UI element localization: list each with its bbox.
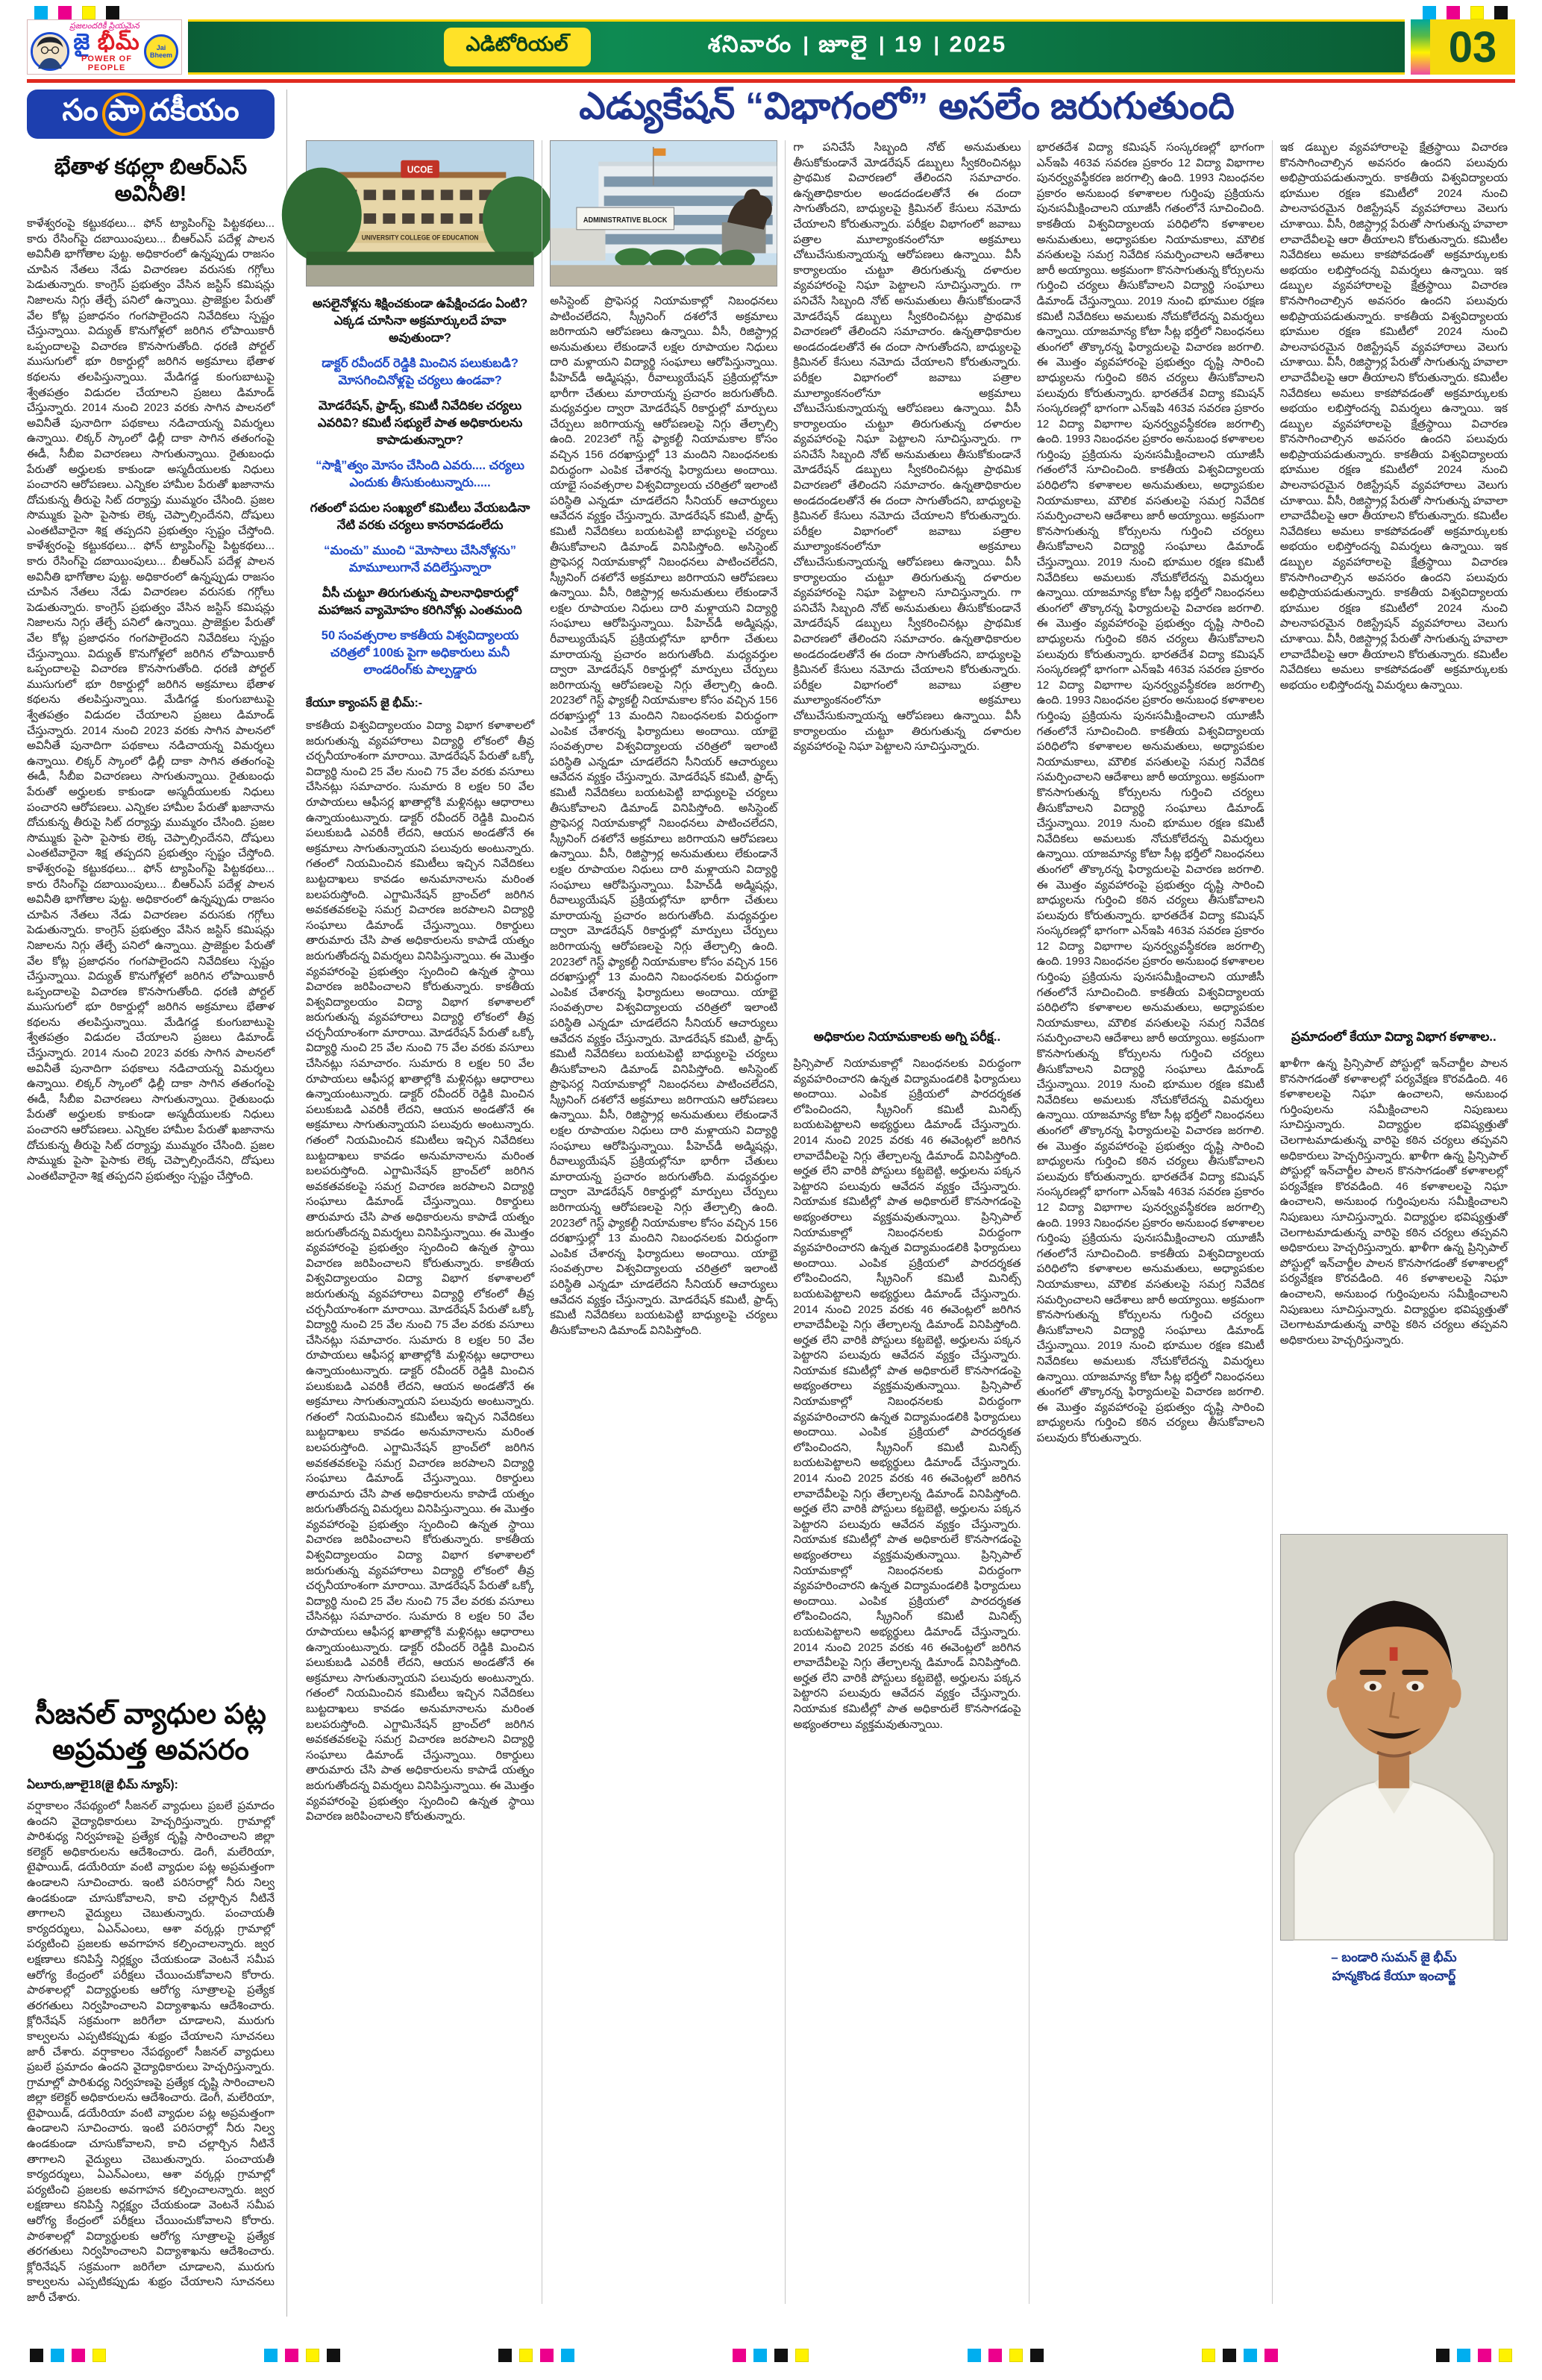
registration-mark-magenta-icon [1447,6,1460,19]
registration-group [30,2349,106,2362]
registration-mark-yellow-icon [1202,2349,1215,2362]
column-body: భారతదేశ విద్యా కమిషన్ సంస్కరణల్లో భాగంగా ఎన్ఇపి 463వ సవరణ ప్రకారం 12 విద్యా విభాగాల పునర్వ్యవస్థీకరణ జరగాల్సి ఉంది. 1993 నిబంధనల ప్రకారం అనుబంధ కళాశాలల గుర్తింపు ప్రక్రియను పునఃసమీక్షించాలని యూజీసీ గతంలోనే సూచించింది. కాకతీయ విశ్వవిద్యాలయ పరిధిలోని కళాశాలల అనుమతులు, అధ్యాపకుల నియామకాలు, మౌలిక వసతులపై సమగ్ర నివేదిక సమర్పించాలని ఆదేశాలు జారీ అయ్యాయి. అక్రమంగా కొనసాగుతున్న కోర్సులను గుర్తించి చర్యలు తీసుకోవాలని విద్యార్థి సంఘాలు డిమాండ్ చేస్తున్నాయి. 2019 నుంచి భూముల రక్షణ కమిటీ నివేదికలు అమలుకు నోచుకోలేదన్న విమర్శలు ఉన్నాయి. యాజమాన్య కోటా సీట్ల భర్తీలో నిబంధనలు తుంగలో తొక్కారన్న ఫిర్యాదులపై విచారణ జరగాలి. ఈ మొత్తం వ్యవహారంపై ప్రభుత్వం దృష్టి సారించి బాధ్యులను గుర్తించి కఠిన చర్యలు తీసుకోవాలని పలువురు కోరుతున్నారు. భారతదేశ విద్యా కమిషన్ సంస్కరణల్లో భాగంగా ఎన్ఇపి 463వ సవరణ ప్రకారం 12 విద్యా విభాగాల పునర్వ్యవస్థీకరణ జరగాల్సి ఉంది. 1993 నిబంధనల ప్రకారం అనుబంధ కళాశాలల గుర్తింపు ప్రక్రియను పునఃసమీక్షించాలని యూజీసీ గతంలోనే సూచించింది. కాకతీయ విశ్వవిద్యాలయ పరిధిలోని కళాశాలల అనుమతులు, అధ్యాపకుల నియామకాలు, మౌలిక వసతులపై సమగ్ర నివేదిక సమర్పించాలని ఆదేశాలు జారీ అయ్యాయి. అక్రమంగా కొనసాగుతున్న కోర్సులను గుర్తించి చర్యలు తీసుకోవాలని విద్యార్థి సంఘాలు డిమాండ్ చేస్తున్నాయి. 2019 నుంచి భూముల రక్షణ కమిటీ నివేదికలు అమలుకు నోచుకోలేదన్న విమర్శలు ఉన్నాయి. యాజమాన్య కోటా సీట్ల భర్తీలో నిబంధనలు తుంగలో తొక్కారన్న ఫిర్యాదులపై విచారణ జరగాలి. ఈ మొత్తం వ్యవహారంపై ప్రభుత్వం దృష్టి సారించి బాధ్యులను గుర్తించి కఠిన చర్యలు తీసుకోవాలని పలువురు కోరుతున్నారు. భారతదేశ విద్యా కమిషన్ సంస్కరణల్లో భాగంగా ఎన్ఇపి 463వ సవరణ ప్రకారం 12 విద్యా విభాగాల పునర్వ్యవస్థీకరణ జరగాల్సి ఉంది. 1993 నిబంధనల ప్రకారం అనుబంధ కళాశాలల గుర్తింపు ప్రక్రియను పునఃసమీక్షించాలని యూజీసీ గతంలోనే సూచించింది. కాకతీయ విశ్వవిద్యాలయ పరిధిలోని కళాశాలల అనుమతులు, అధ్యాపకుల నియామకాలు, మౌలిక వసతులపై సమగ్ర నివేదిక సమర్పించాలని ఆదేశాలు జారీ అయ్యాయి. అక్రమంగా కొనసాగుతున్న కోర్సులను గుర్తించి చర్యలు తీసుకోవాలని విద్యార్థి సంఘాలు డిమాండ్ చేస్తున్నాయి. 2019 నుంచి భూముల రక్షణ కమిటీ నివేదికలు అమలుకు నోచుకోలేదన్న విమర్శలు ఉన్నాయి. యాజమాన్య కోటా సీట్ల భర్తీలో నిబంధనలు తుంగలో తొక్కారన్న ఫిర్యాదులపై విచారణ జరగాలి. ఈ మొత్తం వ్యవహారంపై ప్రభుత్వం దృష్టి సారించి బాధ్యులను గుర్తించి కఠిన చర్యలు తీసుకోవాలని పలువురు కోరుతున్నారు. భారతదేశ విద్యా కమిషన్ సంస్కరణల్లో భాగంగా ఎన్ఇపి 463వ సవరణ ప్రకారం 12 విద్యా విభాగాల పునర్వ్యవస్థీకరణ జరగాల్సి ఉంది. 1993 నిబంధనల ప్రకారం అనుబంధ కళాశాలల గుర్తింపు ప్రక్రియను పునఃసమీక్షించాలని యూజీసీ గతంలోనే సూచించింది. కాకతీయ విశ్వవిద్యాలయ పరిధిలోని కళాశాలల అనుమతులు, అధ్యాపకుల నియామకాలు, మౌలిక వసతులపై సమగ్ర నివేదిక సమర్పించాలని ఆదేశాలు జారీ అయ్యాయి. అక్రమంగా కొనసాగుతున్న కోర్సులను గుర్తించి చర్యలు తీసుకోవాలని విద్యార్థి సంఘాలు డిమాండ్ చేస్తున్నాయి. 2019 నుంచి భూముల రక్షణ కమిటీ నివేదికలు అమలుకు నోచుకోలేదన్న విమర్శలు ఉన్నాయి. యాజమాన్య కోటా సీట్ల భర్తీలో నిబంధనలు తుంగలో తొక్కారన్న ఫిర్యాదులపై విచారణ జరగాలి. ఈ మొత్తం వ్యవహారంపై ప్రభుత్వం దృష్టి సారించి బాధ్యులను గుర్తించి కఠిన చర్యలు తీసుకోవాలని పలువురు కోరుతున్నారు. భారతదేశ విద్యా కమిషన్ సంస్కరణల్లో భాగంగా ఎన్ఇపి 463వ సవరణ ప్రకారం 12 విద్యా విభాగాల పునర్వ్యవస్థీకరణ జరగాల్సి ఉంది. 1993 నిబంధనల ప్రకారం అనుబంధ కళాశాలల గుర్తింపు ప్రక్రియను పునఃసమీక్షించాలని యూజీసీ గతంలోనే సూచించింది. కాకతీయ విశ్వవిద్యాలయ పరిధిలోని కళాశాలల అనుమతులు, అధ్యాపకుల నియామకాలు, మౌలిక వసతులపై సమగ్ర నివేదిక సమర్పించాలని ఆదేశాలు జారీ అయ్యాయి. అక్రమంగా కొనసాగుతున్న కోర్సులను గుర్తించి చర్యలు తీసుకోవాలని విద్యార్థి సంఘాలు డిమాండ్ చేస్తున్నాయి. 2019 నుంచి భూముల రక్షణ కమిటీ నివేదికలు అమలుకు నోచుకోలేదన్న విమర్శలు ఉన్నాయి. యాజమాన్య కోటా సీట్ల భర్తీలో నిబంధనలు తుంగలో తొక్కారన్న ఫిర్యాదులపై విచారణ జరగాలి. ఈ మొత్తం వ్యవహారంపై ప్రభుత్వం దృష్టి సారించి బాధ్యులను గుర్తించి కఠిన చర్యలు తీసుకోవాలని పలువురు కోరుతున్నారు. [1036,141,1264,1444]
registration-mark-yellow-icon [519,2349,533,2362]
intro-line: “సాక్షి”త్వం మోసం చేసింది ఎవరు.... చర్యలు ఎందుకు తీసుకుంటున్నారు..... [316,459,524,489]
page-number: 03 [1430,19,1515,75]
main-story [298,84,1515,2314]
page-header [27,19,1515,75]
registration-mark-black-icon [106,6,119,19]
registration-mark-yellow-icon [82,6,95,19]
author-photo [1280,1534,1508,1941]
edition-label: ఎడిటోరియల్ [444,28,591,66]
editorial-article2-dateline: ఏలూరు,జూలై18(జై భీమ్ న్యూస్): [27,1779,178,1791]
page-number-block [1411,19,1515,75]
registration-marks-top-left [34,6,119,19]
registration-group [264,2349,340,2362]
admin-block-photo [550,140,777,286]
date-line: శనివారం । జూలై । 19 । 2025 [707,31,1007,57]
founder-portrait-icon [31,32,69,71]
registration-mark-black-icon [327,2349,340,2362]
registration-mark-yellow-icon [1499,2349,1512,2362]
intro-line: వీసీ చుట్టూ తిరుగుతున్న పాలనాధికారుల్లో మహాజన వ్యామోహం కరిగినోళ్లు ఎంతమంది [318,586,522,617]
registration-mark-cyan-icon [264,2349,278,2362]
section-title-part3: దకీయం [148,93,239,127]
editorial-article1-body: కాళేశ్వరంపై కట్టుకథలు... ఫోన్ ట్యాపింగ్‌పై పిట్టకథలు... కారు రేసింగ్‌పై దబాయింపులు... బీఆర్ఎస్ పదేళ్ల పాలన అవినీతి భాగోతాల పుట్ట. అధికారంలో ఉన్నప్పుడు రాజసం చూపిన నేతలు నేడు విచారణల వరుసకు గగ్గోలు పెడుతున్నారు. కాంగ్రెస్ ప్రభుత్వం వేసిన జస్టిస్ కమిషన్లు నిజాలను నిగ్గు తేల్చే పనిలో ఉన్నాయి. ప్రాజెక్టుల పేరుతో వేల కోట్ల ప్రజాధనం గంగపాలైందని నివేదికలు స్పష్టం చేస్తున్నాయి. విద్యుత్ కొనుగోళ్లలో జరిగిన లోపాయికారీ ఒప్పందాలపై విచారణ కొనసాగుతోంది. ధరణి పోర్టల్ ముసుగులో భూ రికార్డుల్లో జరిగిన అక్రమాలు భేతాళ కథలను తలపిస్తున్నాయి. మేడిగడ్డ కుంగుబాటుపై శ్వేతపత్రం విడుదల చేయాలని ప్రజలు డిమాండ్ చేస్తున్నారు. 2014 నుంచి 2023 వరకు సాగిన పాలనలో అవినీతే పునాదిగా పథకాలు నడిచాయన్న విమర్శలు ఉన్నాయి. లిక్కర్ స్కాంలో ఢిల్లీ దాకా సాగిన తతంగంపై ఈడీ, సీబీఐ విచారణలు సాగుతున్నాయి. రైతుబంధు పేరుతో అర్హులకు కాకుండా అస్మదీయులకు నిధులు పంచారని ఆరోపణలు. ఎన్నికల హామీల పేరుతో ఖజానాను దోచుకున్న తీరుపై సిట్ దర్యాప్తు ముమ్మరం చేసింది. ప్రజల సొమ్ముకు పైసా పైసాకు లెక్క చెప్పాల్సిందేనని, దోషులు ఎంతటివారైనా శిక్ష తప్పదని ప్రభుత్వం స్పష్టం చేస్తోంది. కాళేశ్వరంపై కట్టుకథలు... ఫోన్ ట్యాపింగ్‌పై పిట్టకథలు... కారు రేసింగ్‌పై దబాయింపులు... బీఆర్ఎస్ పదేళ్ల పాలన అవినీతి భాగోతాల పుట్ట. అధికారంలో ఉన్నప్పుడు రాజసం చూపిన నేతలు నేడు విచారణల వరుసకు గగ్గోలు పెడుతున్నారు. కాంగ్రెస్ ప్రభుత్వం వేసిన జస్టిస్ కమిషన్లు నిజాలను నిగ్గు తేల్చే పనిలో ఉన్నాయి. ప్రాజెక్టుల పేరుతో వేల కోట్ల ప్రజాధనం గంగపాలైందని నివేదికలు స్పష్టం చేస్తున్నాయి. విద్యుత్ కొనుగోళ్లలో జరిగిన లోపాయికారీ ఒప్పందాలపై విచారణ కొనసాగుతోంది. ధరణి పోర్టల్ ముసుగులో భూ రికార్డుల్లో జరిగిన అక్రమాలు భేతాళ కథలను తలపిస్తున్నాయి. మేడిగడ్డ కుంగుబాటుపై శ్వేతపత్రం విడుదల చేయాలని ప్రజలు డిమాండ్ చేస్తున్నారు. 2014 నుంచి 2023 వరకు సాగిన పాలనలో అవినీతే పునాదిగా పథకాలు నడిచాయన్న విమర్శలు ఉన్నాయి. లిక్కర్ స్కాంలో ఢిల్లీ దాకా సాగిన తతంగంపై ఈడీ, సీబీఐ విచారణలు సాగుతున్నాయి. రైతుబంధు పేరుతో అర్హులకు కాకుండా అస్మదీయులకు నిధులు పంచారని ఆరోపణలు. ఎన్నికల హామీల పేరుతో ఖజానాను దోచుకున్న తీరుపై సిట్ దర్యాప్తు ముమ్మరం చేసింది. ప్రజల సొమ్ముకు పైసా పైసాకు లెక్క చెప్పాల్సిందేనని, దోషులు ఎంతటివారైనా శిక్ష తప్పదని ప్రభుత్వం స్పష్టం చేస్తోంది. కాళేశ్వరంపై కట్టుకథలు... ఫోన్ ట్యాపింగ్‌పై పిట్టకథలు... కారు రేసింగ్‌పై దబాయింపులు... బీఆర్ఎస్ పదేళ్ల పాలన అవినీతి భాగోతాల పుట్ట. అధికారంలో ఉన్నప్పుడు రాజసం చూపిన నేతలు నేడు విచారణల వరుసకు గగ్గోలు పెడుతున్నారు. కాంగ్రెస్ ప్రభుత్వం వేసిన జస్టిస్ కమిషన్లు నిజాలను నిగ్గు తేల్చే పనిలో ఉన్నాయి. ప్రాజెక్టుల పేరుతో వేల కోట్ల ప్రజాధనం గంగపాలైందని నివేదికలు స్పష్టం చేస్తున్నాయి. విద్యుత్ కొనుగోళ్లలో జరిగిన లోపాయికారీ ఒప్పందాలపై విచారణ కొనసాగుతోంది. ధరణి పోర్టల్ ముసుగులో భూ రికార్డుల్లో జరిగిన అక్రమాలు భేతాళ కథలను తలపిస్తున్నాయి. మేడిగడ్డ కుంగుబాటుపై శ్వేతపత్రం విడుదల చేయాలని ప్రజలు డిమాండ్ చేస్తున్నారు. 2014 నుంచి 2023 వరకు సాగిన పాలనలో అవినీతే పునాదిగా పథకాలు నడిచాయన్న విమర్శలు ఉన్నాయి. లిక్కర్ స్కాంలో ఢిల్లీ దాకా సాగిన తతంగంపై ఈడీ, సీబీఐ విచారణలు సాగుతున్నాయి. రైతుబంధు పేరుతో అర్హులకు కాకుండా అస్మదీయులకు నిధులు పంచారని ఆరోపణలు. ఎన్నికల హామీల పేరుతో ఖజానాను దోచుకున్న తీరుపై సిట్ దర్యాప్తు ముమ్మరం చేసింది. ప్రజల సొమ్ముకు పైసా పైసాకు లెక్క చెప్పాల్సిందేనని, దోషులు ఎంతటివారైనా శిక్ష తప్పదని ప్రభుత్వం స్పష్టం చేస్తోంది. [27,217,275,1183]
registration-marks-top-right [1423,6,1508,19]
admin-sign-text: ADMINISTRATIVE BLOCK [583,216,668,225]
story-column-4 [1029,140,1272,2304]
masthead-topline: ప్రజలందరికీ ప్రియమైన [69,22,140,31]
college-sign-text: UCOE [407,164,433,175]
registration-group [1202,2349,1278,2362]
registration-marks-bottom [30,2349,1512,2362]
registration-mark-black-icon [1223,2349,1236,2362]
registration-mark-magenta-icon [72,2349,85,2362]
masthead-title-part2: భీమ్ [97,30,140,54]
column-body: గా పనిచేసే సిబ్బంది నోట్ అనుమతులు తీసుకోకుండానే మోడరేషన్ డబ్బులు స్వీకరించినట్లు ప్రాథమిక విచారణలో తేలిందని సమాచారం. ఉన్నతాధికారుల అండదండలతోనే ఈ దందా సాగుతోందని, బాధ్యులపై క్రిమినల్ కేసులు నమోదు చేయాలని కోరుతున్నారు. పరీక్షల విభాగంలో జవాబు పత్రాల మూల్యాంకనంలోనూ అక్రమాలు చోటుచేసుకున్నాయన్న ఆరోపణలు ఉన్నాయి. వీసీ కార్యాలయం చుట్టూ తిరుగుతున్న దళారుల వ్యవహారంపై నిఘా పెట్టాలని సూచిస్తున్నారు. గా పనిచేసే సిబ్బంది నోట్ అనుమతులు తీసుకోకుండానే మోడరేషన్ డబ్బులు స్వీకరించినట్లు ప్రాథమిక విచారణలో తేలిందని సమాచారం. ఉన్నతాధికారుల అండదండలతోనే ఈ దందా సాగుతోందని, బాధ్యులపై క్రిమినల్ కేసులు నమోదు చేయాలని కోరుతున్నారు. పరీక్షల విభాగంలో జవాబు పత్రాల మూల్యాంకనంలోనూ అక్రమాలు చోటుచేసుకున్నాయన్న ఆరోపణలు ఉన్నాయి. వీసీ కార్యాలయం చుట్టూ తిరుగుతున్న దళారుల వ్యవహారంపై నిఘా పెట్టాలని సూచిస్తున్నారు. గా పనిచేసే సిబ్బంది నోట్ అనుమతులు తీసుకోకుండానే మోడరేషన్ డబ్బులు స్వీకరించినట్లు ప్రాథమిక విచారణలో తేలిందని సమాచారం. ఉన్నతాధికారుల అండదండలతోనే ఈ దందా సాగుతోందని, బాధ్యులపై క్రిమినల్ కేసులు నమోదు చేయాలని కోరుతున్నారు. పరీక్షల విభాగంలో జవాబు పత్రాల మూల్యాంకనంలోనూ అక్రమాలు చోటుచేసుకున్నాయన్న ఆరోపణలు ఉన్నాయి. వీసీ కార్యాలయం చుట్టూ తిరుగుతున్న దళారుల వ్యవహారంపై నిఘా పెట్టాలని సూచిస్తున్నారు. గా పనిచేసే సిబ్బంది నోట్ అనుమతులు తీసుకోకుండానే మోడరేషన్ డబ్బులు స్వీకరించినట్లు ప్రాథమిక విచారణలో తేలిందని సమాచారం. ఉన్నతాధికారుల అండదండలతోనే ఈ దందా సాగుతోందని, బాధ్యులపై క్రిమినల్ కేసులు నమోదు చేయాలని కోరుతున్నారు. పరీక్షల విభాగంలో జవాబు పత్రాల మూల్యాంకనంలోనూ అక్రమాలు చోటుచేసుకున్నాయన్న ఆరోపణలు ఉన్నాయి. వీసీ కార్యాలయం చుట్టూ తిరుగుతున్న దళారుల వ్యవహారంపై నిఘా పెట్టాలని సూచిస్తున్నారు. [793,141,1021,754]
column-body: ప్రిన్సిపాల్ నియామకాల్లో నిబంధనలకు విరుద్ధంగా వ్యవహరించారని ఉన్నత విద్యామండలికి ఫిర్యాదులు అందాయి. ఎంపిక ప్రక్రియలో పారదర్శకత లోపించిందని, స్క్రీనింగ్ కమిటీ మినిట్స్ బయటపెట్టాలని అభ్యర్థులు డిమాండ్ చేస్తున్నారు. 2014 నుంచి 2025 వరకు 46 ఈవెంట్లలో జరిగిన లావాదేవీలపై నిగ్గు తేల్చాలన్న డిమాండ్ వినిపిస్తోంది. అర్హత లేని వారికి పోస్టులు కట్టబెట్టి, అర్హులను పక్కన పెట్టారని పలువురు ఆవేదన వ్యక్తం చేస్తున్నారు. నియామక కమిటీల్లో పాత అధికారులే కొనసాగడంపై అభ్యంతరాలు వ్యక్తమవుతున్నాయి. ప్రిన్సిపాల్ నియామకాల్లో నిబంధనలకు విరుద్ధంగా వ్యవహరించారని ఉన్నత విద్యామండలికి ఫిర్యాదులు అందాయి. ఎంపిక ప్రక్రియలో పారదర్శకత లోపించిందని, స్క్రీనింగ్ కమిటీ మినిట్స్ బయటపెట్టాలని అభ్యర్థులు డిమాండ్ చేస్తున్నారు. 2014 నుంచి 2025 వరకు 46 ఈవెంట్లలో జరిగిన లావాదేవీలపై నిగ్గు తేల్చాలన్న డిమాండ్ వినిపిస్తోంది. అర్హత లేని వారికి పోస్టులు కట్టబెట్టి, అర్హులను పక్కన పెట్టారని పలువురు ఆవేదన వ్యక్తం చేస్తున్నారు. నియామక కమిటీల్లో పాత అధికారులే కొనసాగడంపై అభ్యంతరాలు వ్యక్తమవుతున్నాయి. ప్రిన్సిపాల్ నియామకాల్లో నిబంధనలకు విరుద్ధంగా వ్యవహరించారని ఉన్నత విద్యామండలికి ఫిర్యాదులు అందాయి. ఎంపిక ప్రక్రియలో పారదర్శకత లోపించిందని, స్క్రీనింగ్ కమిటీ మినిట్స్ బయటపెట్టాలని అభ్యర్థులు డిమాండ్ చేస్తున్నారు. 2014 నుంచి 2025 వరకు 46 ఈవెంట్లలో జరిగిన లావాదేవీలపై నిగ్గు తేల్చాలన్న డిమాండ్ వినిపిస్తోంది. అర్హత లేని వారికి పోస్టులు కట్టబెట్టి, అర్హులను పక్కన పెట్టారని పలువురు ఆవేదన వ్యక్తం చేస్తున్నారు. నియామక కమిటీల్లో పాత అధికారులే కొనసాగడంపై అభ్యంతరాలు వ్యక్తమవుతున్నాయి. ప్రిన్సిపాల్ నియామకాల్లో నిబంధనలకు విరుద్ధంగా వ్యవహరించారని ఉన్నత విద్యామండలికి ఫిర్యాదులు అందాయి. ఎంపిక ప్రక్రియలో పారదర్శకత లోపించిందని, స్క్రీనింగ్ కమిటీ మినిట్స్ బయటపెట్టాలని అభ్యర్థులు డిమాండ్ చేస్తున్నారు. 2014 నుంచి 2025 వరకు 46 ఈవెంట్లలో జరిగిన లావాదేవీలపై నిగ్గు తేల్చాలన్న డిమాండ్ వినిపిస్తోంది. అర్హత లేని వారికి పోస్టులు కట్టబెట్టి, అర్హులను పక్కన పెట్టారని పలువురు ఆవేదన వ్యక్తం చేస్తున్నారు. నియామక కమిటీల్లో పాత అధికారులే కొనసాగడంపై అభ్యంతరాలు వ్యక్తమవుతున్నాయి. [793,1057,1021,1731]
column-body: కాకతీయ విశ్వవిద్యాలయం విద్యా విభాగ కళాశాలలో జరుగుతున్న వ్యవహారాలు విద్యార్థి లోకంలో తీవ్ర చర్చనీయాంశంగా మారాయి. మోడరేషన్ పేరుతో ఒక్కో విద్యార్థి నుంచి 25 వేల నుంచి 75 వేల వరకు వసూలు చేసినట్లు సమాచారం. సుమారు 8 లక్షల 50 వేల రూపాయలు ఆఫీసర్ల ఖాతాల్లోకి మళ్లినట్లు ఆధారాలు ఉన్నాయంటున్నారు. డాక్టర్ రవీందర్ రెడ్డికి మించిన పలుకుబడి ఎవరికీ లేదని, ఆయన అండతోనే ఈ అక్రమాలు సాగుతున్నాయని పలువురు అంటున్నారు. గతంలో నియమించిన కమిటీలు ఇచ్చిన నివేదికలు బుట్టదాఖలు కావడం అనుమానాలను మరింత బలపరుస్తోంది. ఎగ్జామినేషన్ బ్రాంచ్‌లో జరిగిన అవకతవకలపై సమగ్ర విచారణ జరపాలని విద్యార్థి సంఘాలు డిమాండ్ చేస్తున్నాయి. రికార్డులు తారుమారు చేసి పాత అధికారులను కాపాడే యత్నం జరుగుతోందన్న విమర్శలు వినిపిస్తున్నాయి. ఈ మొత్తం వ్యవహారంపై ప్రభుత్వం స్పందించి ఉన్నత స్థాయి విచారణ జరిపించాలని కోరుతున్నారు. కాకతీయ విశ్వవిద్యాలయం విద్యా విభాగ కళాశాలలో జరుగుతున్న వ్యవహారాలు విద్యార్థి లోకంలో తీవ్ర చర్చనీయాంశంగా మారాయి. మోడరేషన్ పేరుతో ఒక్కో విద్యార్థి నుంచి 25 వేల నుంచి 75 వేల వరకు వసూలు చేసినట్లు సమాచారం. సుమారు 8 లక్షల 50 వేల రూపాయలు ఆఫీసర్ల ఖాతాల్లోకి మళ్లినట్లు ఆధారాలు ఉన్నాయంటున్నారు. డాక్టర్ రవీందర్ రెడ్డికి మించిన పలుకుబడి ఎవరికీ లేదని, ఆయన అండతోనే ఈ అక్రమాలు సాగుతున్నాయని పలువురు అంటున్నారు. గతంలో నియమించిన కమిటీలు ఇచ్చిన నివేదికలు బుట్టదాఖలు కావడం అనుమానాలను మరింత బలపరుస్తోంది. ఎగ్జామినేషన్ బ్రాంచ్‌లో జరిగిన అవకతవకలపై సమగ్ర విచారణ జరపాలని విద్యార్థి సంఘాలు డిమాండ్ చేస్తున్నాయి. రికార్డులు తారుమారు చేసి పాత అధికారులను కాపాడే యత్నం జరుగుతోందన్న విమర్శలు వినిపిస్తున్నాయి. ఈ మొత్తం వ్యవహారంపై ప్రభుత్వం స్పందించి ఉన్నత స్థాయి విచారణ జరిపించాలని కోరుతున్నారు. కాకతీయ విశ్వవిద్యాలయం విద్యా విభాగ కళాశాలలో జరుగుతున్న వ్యవహారాలు విద్యార్థి లోకంలో తీవ్ర చర్చనీయాంశంగా మారాయి. మోడరేషన్ పేరుతో ఒక్కో విద్యార్థి నుంచి 25 వేల నుంచి 75 వేల వరకు వసూలు చేసినట్లు సమాచారం. సుమారు 8 లక్షల 50 వేల రూపాయలు ఆఫీసర్ల ఖాతాల్లోకి మళ్లినట్లు ఆధారాలు ఉన్నాయంటున్నారు. డాక్టర్ రవీందర్ రెడ్డికి మించిన పలుకుబడి ఎవరికీ లేదని, ఆయన అండతోనే ఈ అక్రమాలు సాగుతున్నాయని పలువురు అంటున్నారు. గతంలో నియమించిన కమిటీలు ఇచ్చిన నివేదికలు బుట్టదాఖలు కావడం అనుమానాలను మరింత బలపరుస్తోంది. ఎగ్జామినేషన్ బ్రాంచ్‌లో జరిగిన అవకతవకలపై సమగ్ర విచారణ జరపాలని విద్యార్థి సంఘాలు డిమాండ్ చేస్తున్నాయి. రికార్డులు తారుమారు చేసి పాత అధికారులను కాపాడే యత్నం జరుగుతోందన్న విమర్శలు వినిపిస్తున్నాయి. ఈ మొత్తం వ్యవహారంపై ప్రభుత్వం స్పందించి ఉన్నత స్థాయి విచారణ జరిపించాలని కోరుతున్నారు. కాకతీయ విశ్వవిద్యాలయం విద్యా విభాగ కళాశాలలో జరుగుతున్న వ్యవహారాలు విద్యార్థి లోకంలో తీవ్ర చర్చనీయాంశంగా మారాయి. మోడరేషన్ పేరుతో ఒక్కో విద్యార్థి నుంచి 25 వేల నుంచి 75 వేల వరకు వసూలు చేసినట్లు సమాచారం. సుమారు 8 లక్షల 50 వేల రూపాయలు ఆఫీసర్ల ఖాతాల్లోకి మళ్లినట్లు ఆధారాలు ఉన్నాయంటున్నారు. డాక్టర్ రవీందర్ రెడ్డికి మించిన పలుకుబడి ఎవరికీ లేదని, ఆయన అండతోనే ఈ అక్రమాలు సాగుతున్నాయని పలువురు అంటున్నారు. గతంలో నియమించిన కమిటీలు ఇచ్చిన నివేదికలు బుట్టదాఖలు కావడం అనుమానాలను మరింత బలపరుస్తోంది. ఎగ్జామినేషన్ బ్రాంచ్‌లో జరిగిన అవకతవకలపై సమగ్ర విచారణ జరపాలని విద్యార్థి సంఘాలు డిమాండ్ చేస్తున్నాయి. రికార్డులు తారుమారు చేసి పాత అధికారులను కాపాడే యత్నం జరుగుతోందన్న విమర్శలు వినిపిస్తున్నాయి. ఈ మొత్తం వ్యవహారంపై ప్రభుత్వం స్పందించి ఉన్నత స్థాయి విచారణ జరిపించాలని కోరుతున్నారు. [306,719,535,1823]
masthead [27,19,182,75]
registration-mark-black-icon [30,2349,43,2362]
intro-line: మోడరేషన్, ఫ్రాడ్స్, కమిటీ నివేదికల చర్యలు ఎవరివి? కమిటీ సభ్యులే పాత అధికారులను కాపాడుతున్నారా? [317,399,523,447]
registration-mark-cyan-icon [34,6,48,19]
column-body: ఇక డబ్బుల వ్యవహారాలపై క్షేత్రస్థాయి విచారణ కొనసాగించాల్సిన అవసరం ఉందని పలువురు అభిప్రాయపడుతున్నారు. కాకతీయ విశ్వవిద్యాలయ భూముల రక్షణ కమిటీలో 2024 నుంచి పాలనాపరమైన రిజిస్ట్రేషన్ వ్యవహారాలు వెలుగు చూశాయి. వీసీ, రిజిస్ట్రార్ల పేరుతో సాగుతున్న హవాలా లావాదేవీలపై ఆరా తీయాలని కోరుతున్నారు. కమిటీల నివేదికలు అమలు కాకపోవడంతో అక్రమార్కులకు అభయం లభిస్తోందన్న విమర్శలు ఉన్నాయి. ఇక డబ్బుల వ్యవహారాలపై క్షేత్రస్థాయి విచారణ కొనసాగించాల్సిన అవసరం ఉందని పలువురు అభిప్రాయపడుతున్నారు. కాకతీయ విశ్వవిద్యాలయ భూముల రక్షణ కమిటీలో 2024 నుంచి పాలనాపరమైన రిజిస్ట్రేషన్ వ్యవహారాలు వెలుగు చూశాయి. వీసీ, రిజిస్ట్రార్ల పేరుతో సాగుతున్న హవాలా లావాదేవీలపై ఆరా తీయాలని కోరుతున్నారు. కమిటీల నివేదికలు అమలు కాకపోవడంతో అక్రమార్కులకు అభయం లభిస్తోందన్న విమర్శలు ఉన్నాయి. ఇక డబ్బుల వ్యవహారాలపై క్షేత్రస్థాయి విచారణ కొనసాగించాల్సిన అవసరం ఉందని పలువురు అభిప్రాయపడుతున్నారు. కాకతీయ విశ్వవిద్యాలయ భూముల రక్షణ కమిటీలో 2024 నుంచి పాలనాపరమైన రిజిస్ట్రేషన్ వ్యవహారాలు వెలుగు చూశాయి. వీసీ, రిజిస్ట్రార్ల పేరుతో సాగుతున్న హవాలా లావాదేవీలపై ఆరా తీయాలని కోరుతున్నారు. కమిటీల నివేదికలు అమలు కాకపోవడంతో అక్రమార్కులకు అభయం లభిస్తోందన్న విమర్శలు ఉన్నాయి. ఇక డబ్బుల వ్యవహారాలపై క్షేత్రస్థాయి విచారణ కొనసాగించాల్సిన అవసరం ఉందని పలువురు అభిప్రాయపడుతున్నారు. కాకతీయ విశ్వవిద్యాలయ భూముల రక్షణ కమిటీలో 2024 నుంచి పాలనాపరమైన రిజిస్ట్రేషన్ వ్యవహారాలు వెలుగు చూశాయి. వీసీ, రిజిస్ట్రార్ల పేరుతో సాగుతున్న హవాలా లావాదేవీలపై ఆరా తీయాలని కోరుతున్నారు. కమిటీల నివేదికలు అమలు కాకపోవడంతో అక్రమార్కులకు అభయం లభిస్తోందన్న విమర్శలు ఉన్నాయి. [1279,141,1508,692]
highlight-intro [306,294,534,693]
registration-mark-black-icon [1436,2349,1449,2362]
registration-mark-black-icon [1494,6,1508,19]
main-headline: ఎడ్యుకేషన్ “విభాగంలో” అసలేం జరుగుతుంది [579,85,1235,127]
registration-group [968,2349,1044,2362]
story-column-2 [542,140,785,2304]
registration-mark-black-icon [1030,2349,1044,2362]
registration-mark-magenta-icon [733,2349,746,2362]
registration-mark-magenta-icon [58,6,72,19]
registration-mark-yellow-icon [1470,6,1484,19]
story-column-1 [298,140,542,2304]
column-body: అసిస్టెంట్ ప్రొఫెసర్ల నియామకాల్లో నిబంధనలు పాటించలేదని, స్క్రీనింగ్ దశలోనే అక్రమాలు జరిగాయని ఆరోపణలు ఉన్నాయి. వీసీ, రిజిస్ట్రార్ల అనుమతులు లేకుండానే లక్షల రూపాయల నిధులు దారి మళ్లాయని విద్యార్థి సంఘాలు ఆరోపిస్తున్నాయి. పీహెచ్‌డీ అడ్మిషన్లు, రీవాల్యుయేషన్ ప్రక్రియల్లోనూ భారీగా చేతులు మారాయన్న ప్రచారం జరుగుతోంది. మధ్యవర్తుల ద్వారా మోడరేషన్ రికార్డుల్లో మార్పులు చేర్పులు జరిగాయన్న ఆరోపణలపై నిగ్గు తేల్చాల్సి ఉంది. 2023లో గెస్ట్ ఫ్యాకల్టీ నియామకాల కోసం వచ్చిన 156 దరఖాస్తుల్లో 13 మందిని నిబంధనలకు విరుద్ధంగా ఎంపిక చేశారన్న ఫిర్యాదులు అందాయి. యాభై సంవత్సరాల విశ్వవిద్యాలయ చరిత్రలో ఇలాంటి పరిస్థితి ఎన్నడూ చూడలేదని సీనియర్ ఆచార్యులు ఆవేదన వ్యక్తం చేస్తున్నారు. మోడరేషన్ కమిటీ, ఫ్రాడ్స్ కమిటీ నివేదికలు బయటపెట్టి బాధ్యులపై చర్యలు తీసుకోవాలని డిమాండ్ వినిపిస్తోంది. అసిస్టెంట్ ప్రొఫెసర్ల నియామకాల్లో నిబంధనలు పాటించలేదని, స్క్రీనింగ్ దశలోనే అక్రమాలు జరిగాయని ఆరోపణలు ఉన్నాయి. వీసీ, రిజిస్ట్రార్ల అనుమతులు లేకుండానే లక్షల రూపాయల నిధులు దారి మళ్లాయని విద్యార్థి సంఘాలు ఆరోపిస్తున్నాయి. పీహెచ్‌డీ అడ్మిషన్లు, రీవాల్యుయేషన్ ప్రక్రియల్లోనూ భారీగా చేతులు మారాయన్న ప్రచారం జరుగుతోంది. మధ్యవర్తుల ద్వారా మోడరేషన్ రికార్డుల్లో మార్పులు చేర్పులు జరిగాయన్న ఆరోపణలపై నిగ్గు తేల్చాల్సి ఉంది. 2023లో గెస్ట్ ఫ్యాకల్టీ నియామకాల కోసం వచ్చిన 156 దరఖాస్తుల్లో 13 మందిని నిబంధనలకు విరుద్ధంగా ఎంపిక చేశారన్న ఫిర్యాదులు అందాయి. యాభై సంవత్సరాల విశ్వవిద్యాలయ చరిత్రలో ఇలాంటి పరిస్థితి ఎన్నడూ చూడలేదని సీనియర్ ఆచార్యులు ఆవేదన వ్యక్తం చేస్తున్నారు. మోడరేషన్ కమిటీ, ఫ్రాడ్స్ కమిటీ నివేదికలు బయటపెట్టి బాధ్యులపై చర్యలు తీసుకోవాలని డిమాండ్ వినిపిస్తోంది. అసిస్టెంట్ ప్రొఫెసర్ల నియామకాల్లో నిబంధనలు పాటించలేదని, స్క్రీనింగ్ దశలోనే అక్రమాలు జరిగాయని ఆరోపణలు ఉన్నాయి. వీసీ, రిజిస్ట్రార్ల అనుమతులు లేకుండానే లక్షల రూపాయల నిధులు దారి మళ్లాయని విద్యార్థి సంఘాలు ఆరోపిస్తున్నాయి. పీహెచ్‌డీ అడ్మిషన్లు, రీవాల్యుయేషన్ ప్రక్రియల్లోనూ భారీగా చేతులు మారాయన్న ప్రచారం జరుగుతోంది. మధ్యవర్తుల ద్వారా మోడరేషన్ రికార్డుల్లో మార్పులు చేర్పులు జరిగాయన్న ఆరోపణలపై నిగ్గు తేల్చాల్సి ఉంది. 2023లో గెస్ట్ ఫ్యాకల్టీ నియామకాల కోసం వచ్చిన 156 దరఖాస్తుల్లో 13 మందిని నిబంధనలకు విరుద్ధంగా ఎంపిక చేశారన్న ఫిర్యాదులు అందాయి. యాభై సంవత్సరాల విశ్వవిద్యాలయ చరిత్రలో ఇలాంటి పరిస్థితి ఎన్నడూ చూడలేదని సీనియర్ ఆచార్యులు ఆవేదన వ్యక్తం చేస్తున్నారు. మోడరేషన్ కమిటీ, ఫ్రాడ్స్ కమిటీ నివేదికలు బయటపెట్టి బాధ్యులపై చర్యలు తీసుకోవాలని డిమాండ్ వినిపిస్తోంది. అసిస్టెంట్ ప్రొఫెసర్ల నియామకాల్లో నిబంధనలు పాటించలేదని, స్క్రీనింగ్ దశలోనే అక్రమాలు జరిగాయని ఆరోపణలు ఉన్నాయి. వీసీ, రిజిస్ట్రార్ల అనుమతులు లేకుండానే లక్షల రూపాయల నిధులు దారి మళ్లాయని విద్యార్థి సంఘాలు ఆరోపిస్తున్నాయి. పీహెచ్‌డీ అడ్మిషన్లు, రీవాల్యుయేషన్ ప్రక్రియల్లోనూ భారీగా చేతులు మారాయన్న ప్రచారం జరుగుతోంది. మధ్యవర్తుల ద్వారా మోడరేషన్ రికార్డుల్లో మార్పులు చేర్పులు జరిగాయన్న ఆరోపణలపై నిగ్గు తేల్చాల్సి ఉంది. 2023లో గెస్ట్ ఫ్యాకల్టీ నియామకాల కోసం వచ్చిన 156 దరఖాస్తుల్లో 13 మందిని నిబంధనలకు విరుద్ధంగా ఎంపిక చేశారన్న ఫిర్యాదులు అందాయి. యాభై సంవత్సరాల విశ్వవిద్యాలయ చరిత్రలో ఇలాంటి పరిస్థితి ఎన్నడూ చూడలేదని సీనియర్ ఆచార్యులు ఆవేదన వ్యక్తం చేస్తున్నారు. మోడరేషన్ కమిటీ, ఫ్రాడ్స్ కమిటీ నివేదికలు బయటపెట్టి బాధ్యులపై చర్యలు తీసుకోవాలని డిమాండ్ వినిపిస్తోంది. [550,295,778,1337]
editorial-article1-headline: భేతాళ కథల్లా బిఆర్ఎస్ అవినీతి! [54,155,248,206]
subheadline-colleges: ప్రమాదంలో కేయూ విద్యా విభాగ కళాశాల.. [1291,1030,1496,1044]
section-title-part1: సం [62,93,98,127]
registration-mark-yellow-icon [306,2349,319,2362]
registration-mark-black-icon [774,2349,788,2362]
editorial-article2-body: వర్షాకాలం నేపథ్యంలో సీజనల్ వ్యాధులు ప్రబలే ప్రమాదం ఉందని వైద్యాధికారులు హెచ్చరిస్తున్నారు. గ్రామాల్లో పారిశుధ్య నిర్వహణపై ప్రత్యేక దృష్టి సారించాలని జిల్లా కలెక్టర్ అధికారులను ఆదేశించారు. డెంగీ, మలేరియా, టైఫాయిడ్, డయేరియా వంటి వ్యాధుల పట్ల అప్రమత్తంగా ఉండాలని సూచించారు. ఇంటి పరిసరాల్లో నీరు నిల్వ ఉండకుండా చూసుకోవాలని, కాచి చల్లార్చిన నీటినే తాగాలని వైద్యులు చెబుతున్నారు. పంచాయతీ కార్యదర్శులు, ఏఎన్ఎంలు, ఆశా వర్కర్లు గ్రామాల్లో పర్యటించి ప్రజలకు అవగాహన కల్పించాలన్నారు. జ్వర లక్షణాలు కనిపిస్తే నిర్లక్ష్యం చేయకుండా వెంటనే సమీప ఆరోగ్య కేంద్రంలో పరీక్షలు చేయించుకోవాలని కోరారు. పాఠశాలల్లో విద్యార్థులకు ఆరోగ్య సూత్రాలపై ప్రత్యేక తరగతులు నిర్వహించాలని విద్యాశాఖను ఆదేశించారు. క్లోరినేషన్ సక్రమంగా జరిగేలా చూడాలని, మురుగు కాల్వలను ఎప్పటికప్పుడు శుభ్రం చేయాలని సూచనలు జారీ చేశారు. వర్షాకాలం నేపథ్యంలో సీజనల్ వ్యాధులు ప్రబలే ప్రమాదం ఉందని వైద్యాధికారులు హెచ్చరిస్తున్నారు. గ్రామాల్లో పారిశుధ్య నిర్వహణపై ప్రత్యేక దృష్టి సారించాలని జిల్లా కలెక్టర్ అధికారులను ఆదేశించారు. డెంగీ, మలేరియా, టైఫాయిడ్, డయేరియా వంటి వ్యాధుల పట్ల అప్రమత్తంగా ఉండాలని సూచించారు. ఇంటి పరిసరాల్లో నీరు నిల్వ ఉండకుండా చూసుకోవాలని, కాచి చల్లార్చిన నీటినే తాగాలని వైద్యులు చెబుతున్నారు. పంచాయతీ కార్యదర్శులు, ఏఎన్ఎంలు, ఆశా వర్కర్లు గ్రామాల్లో పర్యటించి ప్రజలకు అవగాహన కల్పించాలన్నారు. జ్వర లక్షణాలు కనిపిస్తే నిర్లక్ష్యం చేయకుండా వెంటనే సమీప ఆరోగ్య కేంద్రంలో పరీక్షలు చేయించుకోవాలని కోరారు. పాఠశాలల్లో విద్యార్థులకు ఆరోగ్య సూత్రాలపై ప్రత్యేక తరగతులు నిర్వహించాలని విద్యాశాఖను ఆదేశించారు. క్లోరినేషన్ సక్రమంగా జరిగేలా చూడాలని, మురుగు కాల్వలను ఎప్పటికప్పుడు శుభ్రం చేయాలని సూచనలు జారీ చేశారు. [27,1800,275,2304]
registration-mark-cyan-icon [753,2349,767,2362]
intro-line: డాక్టర్ రవీందర్ రెడ్డికి మించిన పలుకుబడి? మోసగించినోళ్లపై చర్యలు ఉండవా? [322,357,518,387]
registration-mark-magenta-icon [988,2349,1002,2362]
story-column-3 [785,140,1028,2304]
registration-group [1436,2349,1512,2362]
registration-mark-magenta-icon [540,2349,554,2362]
masthead-badge: Jai Bheem [144,34,178,69]
masthead-title [72,31,141,72]
intro-line: “మంచు” ముంచి “మోసాలు చేసినోళ్లను” మామూలుగానే వదిలేస్తున్నారా [324,544,517,574]
registration-mark-yellow-icon [795,2349,809,2362]
intro-line: అసలైనోళ్లను శిక్షించకుండా ఉపేక్షించడం ఏంటి? ఎక్కడ చూసినా అక్రమార్కులదే హవా అవుతుందా? [313,297,528,345]
rainbow-strip [1411,19,1430,75]
masthead-title-part1: జై [73,30,91,54]
registration-mark-magenta-icon [1478,2349,1491,2362]
registration-group [498,2349,574,2362]
registration-mark-black-icon [498,2349,512,2362]
college-photo [306,140,534,286]
intro-line: గతంలో పదుల సంఖ్యలో కమిటీలు వేయబడినా నేటి వరకు చర్యలు కానరావడంలేదు [310,501,530,532]
story-columns [298,140,1515,2304]
registration-mark-cyan-icon [1244,2349,1257,2362]
registration-mark-cyan-icon [561,2349,574,2362]
registration-mark-yellow-icon [1009,2349,1023,2362]
registration-mark-magenta-icon [1264,2349,1278,2362]
registration-mark-cyan-icon [51,2349,64,2362]
editorial-article2-headline: సీజనల్ వ్యాధుల పట్ల అప్రమత్త అవసరం [35,1699,266,1766]
masthead-tagline: POWER OF PEOPLE [81,54,132,72]
photo-caption: – బండారి సుమన్ జై భీమ్ హన్మకొండ కేయూ ఇంచార్జ్ [1331,1950,1457,1983]
intro-line: 50 సంవత్సరాల కాకతీయ విశ్వవిద్యాలయ చరిత్రలో 100కు పైగా అధికారులు మనీ లాండరింగ్‌కు పాల్పడ్డారు [321,629,519,677]
header-bar [188,19,1405,75]
column-divider [286,90,287,2317]
section-title [27,90,275,139]
editorial-column [27,90,275,2317]
registration-mark-yellow-icon [93,2349,106,2362]
column-body: ఖాళీగా ఉన్న ప్రిన్సిపాల్ పోస్టుల్లో ఇన్‌చార్జీల పాలన కొనసాగడంతో కళాశాలల్లో పర్యవేక్షణ కొరవడింది. 46 కళాశాలలపై నిఘా ఉంచాలని, అనుబంధ గుర్తింపులను సమీక్షించాలని నిపుణులు సూచిస్తున్నారు. విద్యార్థుల భవిష్యత్తుతో చెలగాటమాడుతున్న వారిపై కఠిన చర్యలు తప్పవని అధికారులు హెచ్చరిస్తున్నారు. ఖాళీగా ఉన్న ప్రిన్సిపాల్ పోస్టుల్లో ఇన్‌చార్జీల పాలన కొనసాగడంతో కళాశాలల్లో పర్యవేక్షణ కొరవడింది. 46 కళాశాలలపై నిఘా ఉంచాలని, అనుబంధ గుర్తింపులను సమీక్షించాలని నిపుణులు సూచిస్తున్నారు. విద్యార్థుల భవిష్యత్తుతో చెలగాటమాడుతున్న వారిపై కఠిన చర్యలు తప్పవని అధికారులు హెచ్చరిస్తున్నారు. ఖాళీగా ఉన్న ప్రిన్సిపాల్ పోస్టుల్లో ఇన్‌చార్జీల పాలన కొనసాగడంతో కళాశాలల్లో పర్యవేక్షణ కొరవడింది. 46 కళాశాలలపై నిఘా ఉంచాలని, అనుబంధ గుర్తింపులను సమీక్షించాలని నిపుణులు సూచిస్తున్నారు. విద్యార్థుల భవిష్యత్తుతో చెలగాటమాడుతున్న వారిపై కఠిన చర్యలు తప్పవని అధికారులు హెచ్చరిస్తున్నారు. [1279,1057,1508,1347]
section-title-ring: పా [102,93,145,136]
registration-mark-cyan-icon [1457,2349,1470,2362]
campus-byline: కేయూ క్యాంపస్ జై భీమ్:- [306,697,423,710]
registration-mark-cyan-icon [968,2349,981,2362]
subheadline-appointments: అధికారుల నియామకాలకు అగ్ని పరీక్ష.. [813,1030,1001,1044]
registration-mark-cyan-icon [1423,6,1436,19]
header-rule [27,79,1515,83]
registration-group [733,2349,809,2362]
college-band-text: UNIVERSITY COLLEGE OF EDUCATION [361,234,479,242]
registration-mark-magenta-icon [285,2349,298,2362]
story-column-5 [1272,140,1515,2304]
